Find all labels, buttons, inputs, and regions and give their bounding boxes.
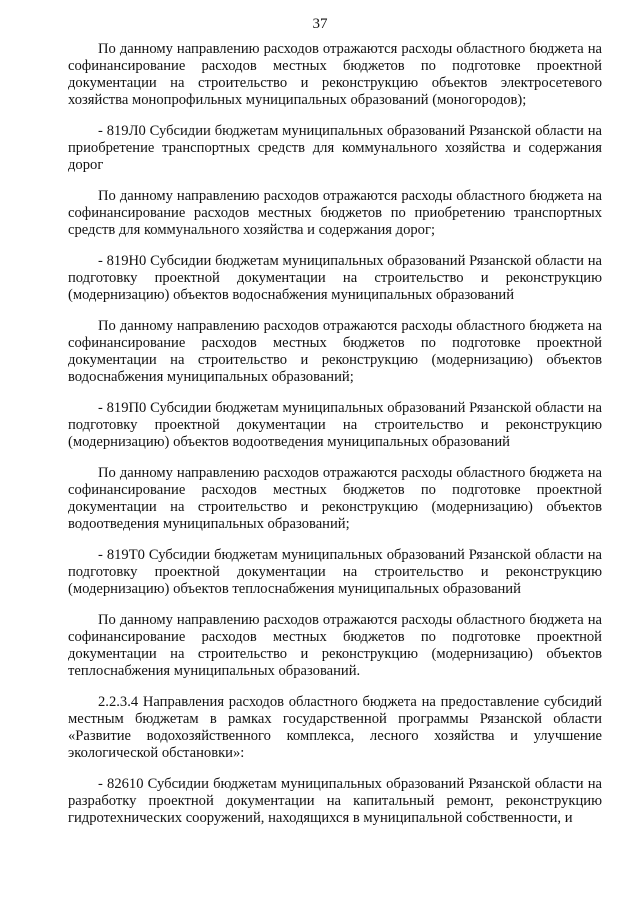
paragraph-8: - 819Т0 Субсидии бюджетам муниципальных образований Рязанской области на подготовку проектной документации на строительство и реконструкцию (модернизацию) объектов теплоснабжения муниципальных образований (68, 547, 602, 597)
paragraph-9: По данному направлению расходов отражаются расходы областного бюджета на софинансирование расходов местных бюджетов по подготовке проектной документации на строительство и реконструкцию (модернизацию) объектов теплоснабжения муниципальных образований. (68, 612, 602, 679)
paragraph-1: По данному направлению расходов отражаются расходы областного бюджета на софинансирование расходов местных бюджетов по подготовке проектной документации на строительство и реконструкцию объектов электросетевого хозяйства монопрофильных муниципальных образований (моногородов); (68, 41, 602, 108)
paragraph-10: 2.2.3.4 Направления расходов областного бюджета на предоставление субсидий местным бюджетам в рамках государственной программы Рязанской области «Развитие водохозяйственного комплекса, лесного хозяйства и улучшение экологической обстановки»: (68, 694, 602, 761)
paragraph-4: - 819Н0 Субсидии бюджетам муниципальных образований Рязанской области на подготовку проектной документации на строительство и реконструкцию (модернизацию) объектов водоснабжения муниципальных образований (68, 253, 602, 303)
paragraph-5: По данному направлению расходов отражаются расходы областного бюджета на софинансирование расходов местных бюджетов по подготовке проектной документации на строительство и реконструкцию (модернизацию) объектов водоснабжения муниципальных образований; (68, 318, 602, 385)
paragraph-2: - 819Л0 Субсидии бюджетам муниципальных образований Рязанской области на приобретение транспортных средств для коммунального хозяйства и содержания дорог (68, 123, 602, 173)
paragraph-7: По данному направлению расходов отражаются расходы областного бюджета на софинансирование расходов местных бюджетов по подготовке проектной документации на строительство и реконструкцию (модернизацию) объектов водоотведения муниципальных образований; (68, 465, 602, 532)
page-number: 37 (312, 16, 328, 32)
document-body (68, 41, 602, 841)
paragraph-6: - 819П0 Субсидии бюджетам муниципальных образований Рязанской области на подготовку проектной документации на строительство и реконструкцию (модернизацию) объектов водоотведения муниципальных образований (68, 400, 602, 450)
paragraph-3: По данному направлению расходов отражаются расходы областного бюджета на софинансирование расходов местных бюджетов по приобретению транспортных средств для коммунального хозяйства и содержания дорог; (68, 188, 602, 238)
paragraph-11: - 82610 Субсидии бюджетам муниципальных образований Рязанской области на разработку проектной документации на капитальный ремонт, реконструкцию гидротехнических сооружений, находящихся в муниципальной собственности, и (68, 776, 602, 826)
